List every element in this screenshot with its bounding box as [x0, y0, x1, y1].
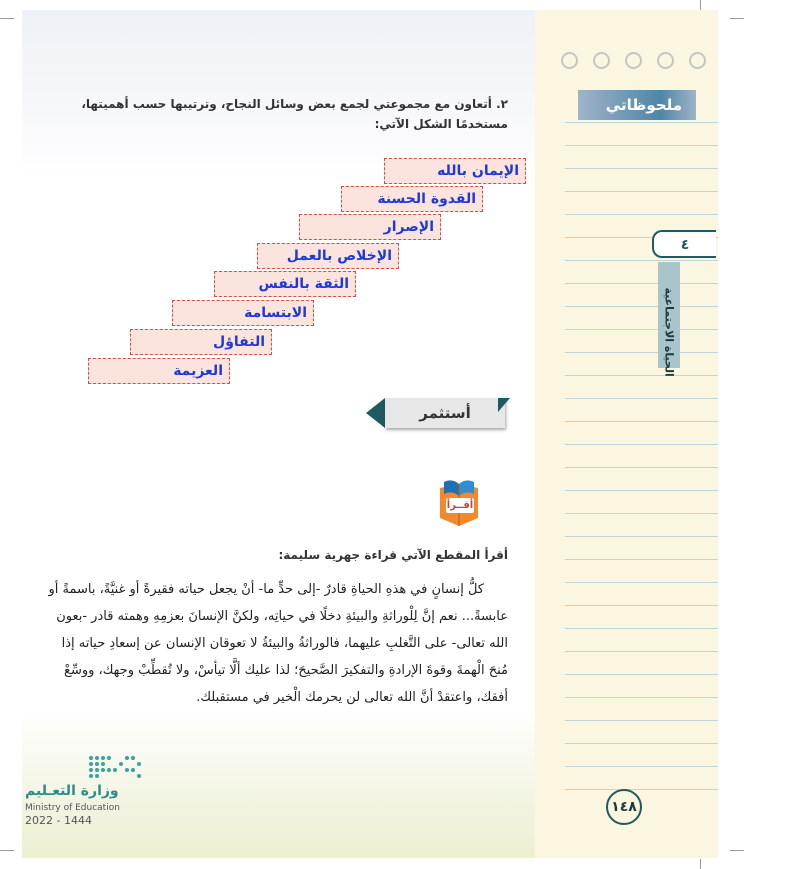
step-6: الابتسامة — [172, 300, 314, 326]
step-4: الإخلاص بالعمل — [257, 243, 399, 269]
read-label: أقــرأ — [446, 500, 474, 511]
ministry-name-english: Ministry of Education — [25, 803, 120, 813]
crop-mark — [730, 18, 744, 19]
page-number: ١٤٨ — [606, 789, 642, 825]
binder-hole-icon — [561, 52, 578, 69]
binder-hole-icon — [625, 52, 642, 69]
ministry-logo-icon — [88, 755, 144, 779]
crop-mark — [700, 859, 701, 869]
step-3: الإصرار — [299, 214, 441, 240]
step-2: القدوة الحسنة — [341, 186, 483, 212]
section-tab-fold — [498, 398, 510, 412]
edition-year: 2022 - 1444 — [25, 814, 92, 827]
section-tab-tip — [366, 398, 385, 428]
crop-mark — [700, 0, 701, 10]
binder-hole-icon — [689, 52, 706, 69]
step-8: العزيمة — [88, 358, 230, 384]
crop-mark — [0, 850, 14, 851]
reading-passage: كلُّ إنسانٍ في هذهِ الحياةِ قادرٌ -إلى حدٍّ ما- أنْ يجعل حياته فقيرةً أو غنيَّةً، باسمةً أو عابسةً... نعم إنَّ لِلْوراثةِ والبيئةِ دخلًا في حياتِه، ولكنَّ الإنسانَ بعزمِهِ وهمته قادر -بعون الله تعالى- على التَّغلبِ عليهما، فالوراثةُ والبيئةُ لا تعوقان الإنسان عن إسعادِ حياته إذا مُنحَ الْهمةَ وقوةَ الإرادةِ والتفكيرَ الصَّحيحَ؛ لذا عليك ألَّا تيأسْ، ولا تُقطِّبْ وجهك، ووسِّعْ أفقك، واعتقدْ أنَّ الله تعالى لن يحرمك الْخير في مستقبلك. — [48, 582, 508, 705]
step-5: الثقة بالنفس — [214, 271, 356, 297]
crop-mark — [0, 18, 14, 19]
reading-instruction: أقرأ المقطع الآتي قراءة جهرية سليمة: — [278, 548, 508, 562]
question-number: ٢. — [496, 97, 508, 111]
step-1: الإيمان بالله — [384, 158, 526, 184]
binder-hole-icon — [657, 52, 674, 69]
question-text: أتعاون مع مجموعتي لجمع بعض وسائل النجاح، وترتيبها حسب أهميتها، مستخدمًا الشكل الآتي: — [81, 97, 508, 131]
question — [40, 94, 508, 134]
notes-column — [535, 10, 718, 858]
section-tab: أستثمر — [385, 398, 505, 428]
unit-number: ٤ — [652, 230, 716, 258]
binder-hole-icon — [593, 52, 610, 69]
ministry-name-arabic: وزارة التعـليم — [25, 783, 119, 799]
main-page — [22, 10, 535, 858]
step-7: التفاؤل — [130, 329, 272, 355]
notes-title: ملحوظاتي — [578, 90, 696, 120]
unit-name — [663, 288, 676, 332]
crop-mark — [730, 850, 744, 851]
